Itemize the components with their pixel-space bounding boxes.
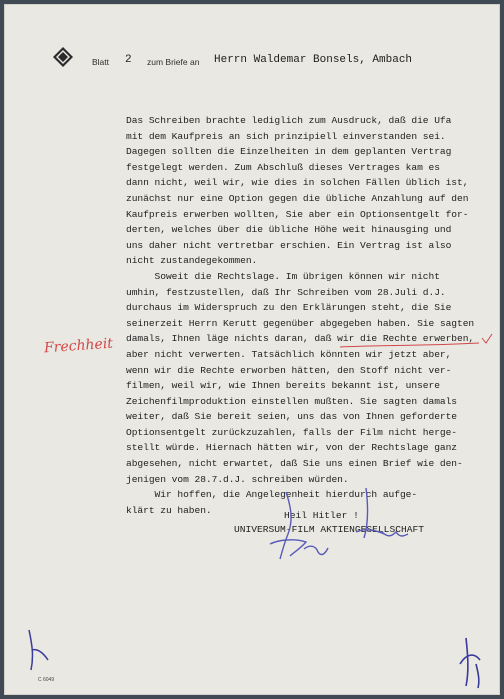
letter-line: Dagegen sollten die Einzelheiten in dem geplanten Vertrag: [126, 146, 452, 158]
letter-line: Das Schreiben brachte lediglich zum Ausdruck, daß die Ufa: [126, 115, 452, 126]
letter-line: Wir hoffen, die Angelegenheit hierdurch aufge-: [126, 489, 418, 501]
letter-line: Kaufpreis erwerben wollten, Sie aber ein Optionsentgelt for-: [126, 208, 469, 220]
letter-line: uns daher nicht vertretbar erschien. Ein Vertrag ist also: [126, 239, 452, 251]
letter-line: mit dem Kaufpreis an sich prinzipiell einverstanden sei.: [126, 130, 446, 142]
letter-sheet: [4, 4, 500, 695]
letter-line: stellt würde. Hiernach hätten wir, von der Rechtslage ganz: [126, 442, 458, 454]
letter-line: zunächst nur eine Option gegen die übliche Anzahlung auf den: [126, 192, 469, 204]
letter-line: wenn wir die Rechte erworben hätten, den Stoff nicht ver-: [126, 364, 452, 376]
zum-briefe-label: zum Briefe an: [147, 57, 200, 67]
letter-line: filmen, weil wir, wie Ihnen bereits bekannt ist, unsere: [126, 380, 440, 392]
salutation: Heil Hitler !: [284, 510, 359, 521]
page-number: 2: [125, 54, 132, 66]
letter-line: seinerzeit Herrn Kerutt gegenüber abgegeben haben. Sie sagten: [126, 317, 475, 329]
letter-line: jenigen vom 28.7.d.J. schreiben würden.: [126, 473, 349, 485]
letter-line: umhin, festzustellen, daß Ihr Schreiben vom 28.Juli d.J.: [126, 286, 446, 298]
margin-note: Frechheit: [43, 335, 114, 357]
initial-right: [460, 638, 480, 688]
company-name: UNIVERSUM-FILM AKTIENGESELLSCHAFT: [234, 524, 424, 535]
letter-line: abgesehen, nicht erwartet, daß Sie uns einen Brief wie den-: [126, 458, 463, 470]
letter-line: nicht zustandegekommen.: [126, 255, 258, 267]
blatt-label: Blatt: [92, 57, 110, 67]
signature-two: [356, 488, 408, 538]
letter-line: aber nicht verwerten. Tatsächlich könnten wir jetzt aber,: [126, 348, 452, 360]
form-code: C 6049: [38, 677, 55, 683]
letter-line: damals, Ihnen läge nichts daran, daß wir die Rechte erwerben,: [126, 333, 475, 345]
handwriting-layer: [4, 4, 500, 695]
letter-line: weiter, daß Sie bereit seien, uns das von Ihnen geforderte: [126, 411, 458, 423]
letter-line: dann nicht, weil wir, wie dies in solchen Fällen üblich ist,: [126, 177, 469, 189]
signature-one: [270, 492, 328, 559]
letter-line: Soweit die Rechtslage. Im übrigen können wir nicht: [126, 270, 440, 282]
initial-left: [29, 630, 48, 670]
letter-line: klärt zu haben.: [126, 504, 212, 516]
red-underline: [340, 343, 479, 347]
check-mark: [482, 334, 492, 343]
letter-line: durchaus im Widerspruch zu den Erklärungen steht, die Sie: [126, 302, 452, 314]
letter-line: derten, welches über die übliche Höhe weit hinausging und: [126, 224, 452, 236]
letter-line: Zeichenfilmproduktion einstellen mußten. Sie sagten damals: [126, 395, 458, 407]
letter-line: festgelegt werden. Zum Abschluß dieses Vertrages kam es: [126, 161, 440, 173]
recipient-name: Herrn Waldemar Bonsels, Ambach: [214, 54, 413, 66]
letter-line: Optionsentgelt zurückzuzahlen, falls der Film nicht herge-: [126, 426, 458, 438]
